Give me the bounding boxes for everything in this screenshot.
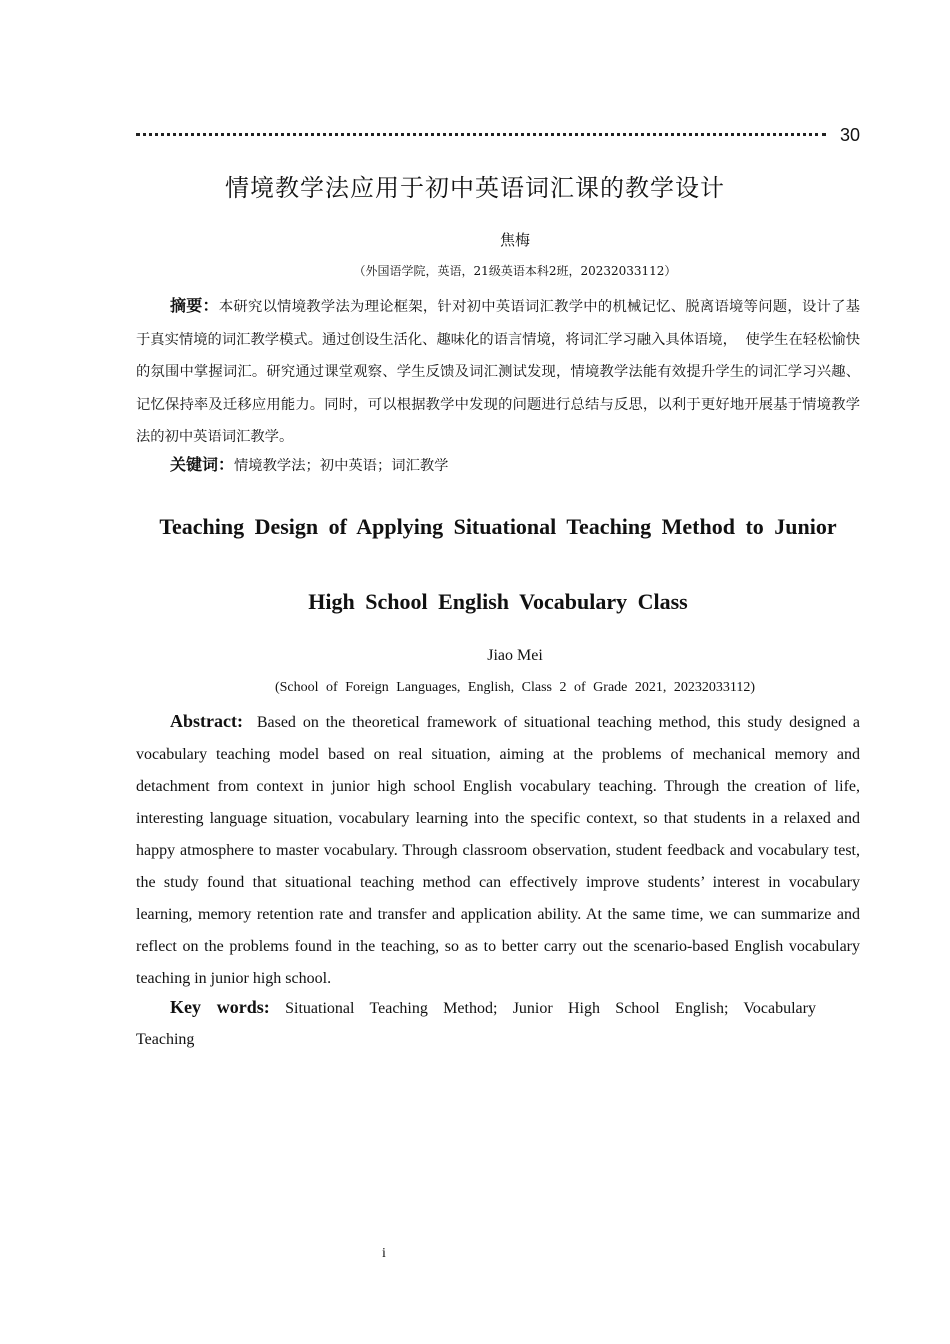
english-abstract-text: Based on the theoretical framework of situational teaching method, this study designed a vocabulary teaching model based on real situation, aiming at the problems of mechanical memory and detachment from context in junior high school English vocabulary teaching. Through the creation of life, interesting language situation, vocabulary learning into the specific context, so that students in a relaxed and happy atmosphere to master vocabulary. Through classroom observation, student feedback and vocabulary test, the study found that situational teaching method can effectively improve students’ interest in vocabulary learning, memory retention rate and transfer and application ability. At the same time, we can summarize and reflect on the problems found in the teaching, so as to better carry out the scenario-based English vocabulary teaching in junior high school. — [136, 714, 861, 987]
chinese-keywords-label: 关键词： — [170, 455, 235, 474]
chinese-abstract-label: 摘要： — [170, 296, 219, 315]
chinese-abstract-text: 本研究以情境教学法为理论框架，针对初中英语词汇教学中的机械记忆、脱离语境等问题，设计了基于真实情境的词汇教学模式。通过创设生活化、趣味化的语言情境，将词汇学习融入具体语境， 使学生在轻松愉快的氛围中掌握词汇。研究通过课堂观察、学生反馈及词汇测试发现，情境教学法能有效提升学生的词汇学习兴趣、记忆保持率及迁移应用能力。同时，可以根据教学中发现的问题进行总结与反思，以利于更好地开展基于情境教学法的初中英语词汇教学。 — [136, 299, 860, 445]
english-title-line-1: Teaching Design of Applying Situational Teaching Method to Junior — [159, 514, 837, 539]
chinese-author: 焦梅 — [499, 231, 530, 249]
english-author: Jiao Mei — [487, 647, 543, 664]
english-affiliation: (School of Foreign Languages, English, Class 2 of Grade 2021, 20232033112) — [274, 680, 756, 695]
english-keywords — [136, 992, 816, 1024]
chinese-keywords — [170, 449, 448, 482]
english-keywords-continued: Teaching — [136, 1031, 195, 1048]
english-keywords-label: Key words: — [170, 997, 270, 1017]
english-abstract-label: Abstract: — [170, 711, 243, 731]
toc-leader-dots — [136, 133, 826, 136]
english-keywords-text: Situational Teaching Method; Junior High School English; Vocabulary — [285, 1000, 816, 1017]
chinese-keywords-text: 情境教学法；初中英语；词汇教学 — [234, 458, 449, 474]
chinese-abstract — [136, 290, 860, 454]
english-title-line-2: High School English Vocabulary Class — [308, 589, 688, 614]
footer-page-number: i — [382, 1246, 386, 1261]
toc-entry — [136, 124, 860, 148]
english-abstract — [136, 705, 860, 995]
chinese-affiliation: （外国语学院，英语，21级英语本科2班，20232033112） — [353, 264, 677, 278]
chinese-title: 情境教学法应用于初中英语词汇课的教学设计 — [225, 174, 725, 202]
toc-page-number: 30 — [839, 125, 860, 145]
